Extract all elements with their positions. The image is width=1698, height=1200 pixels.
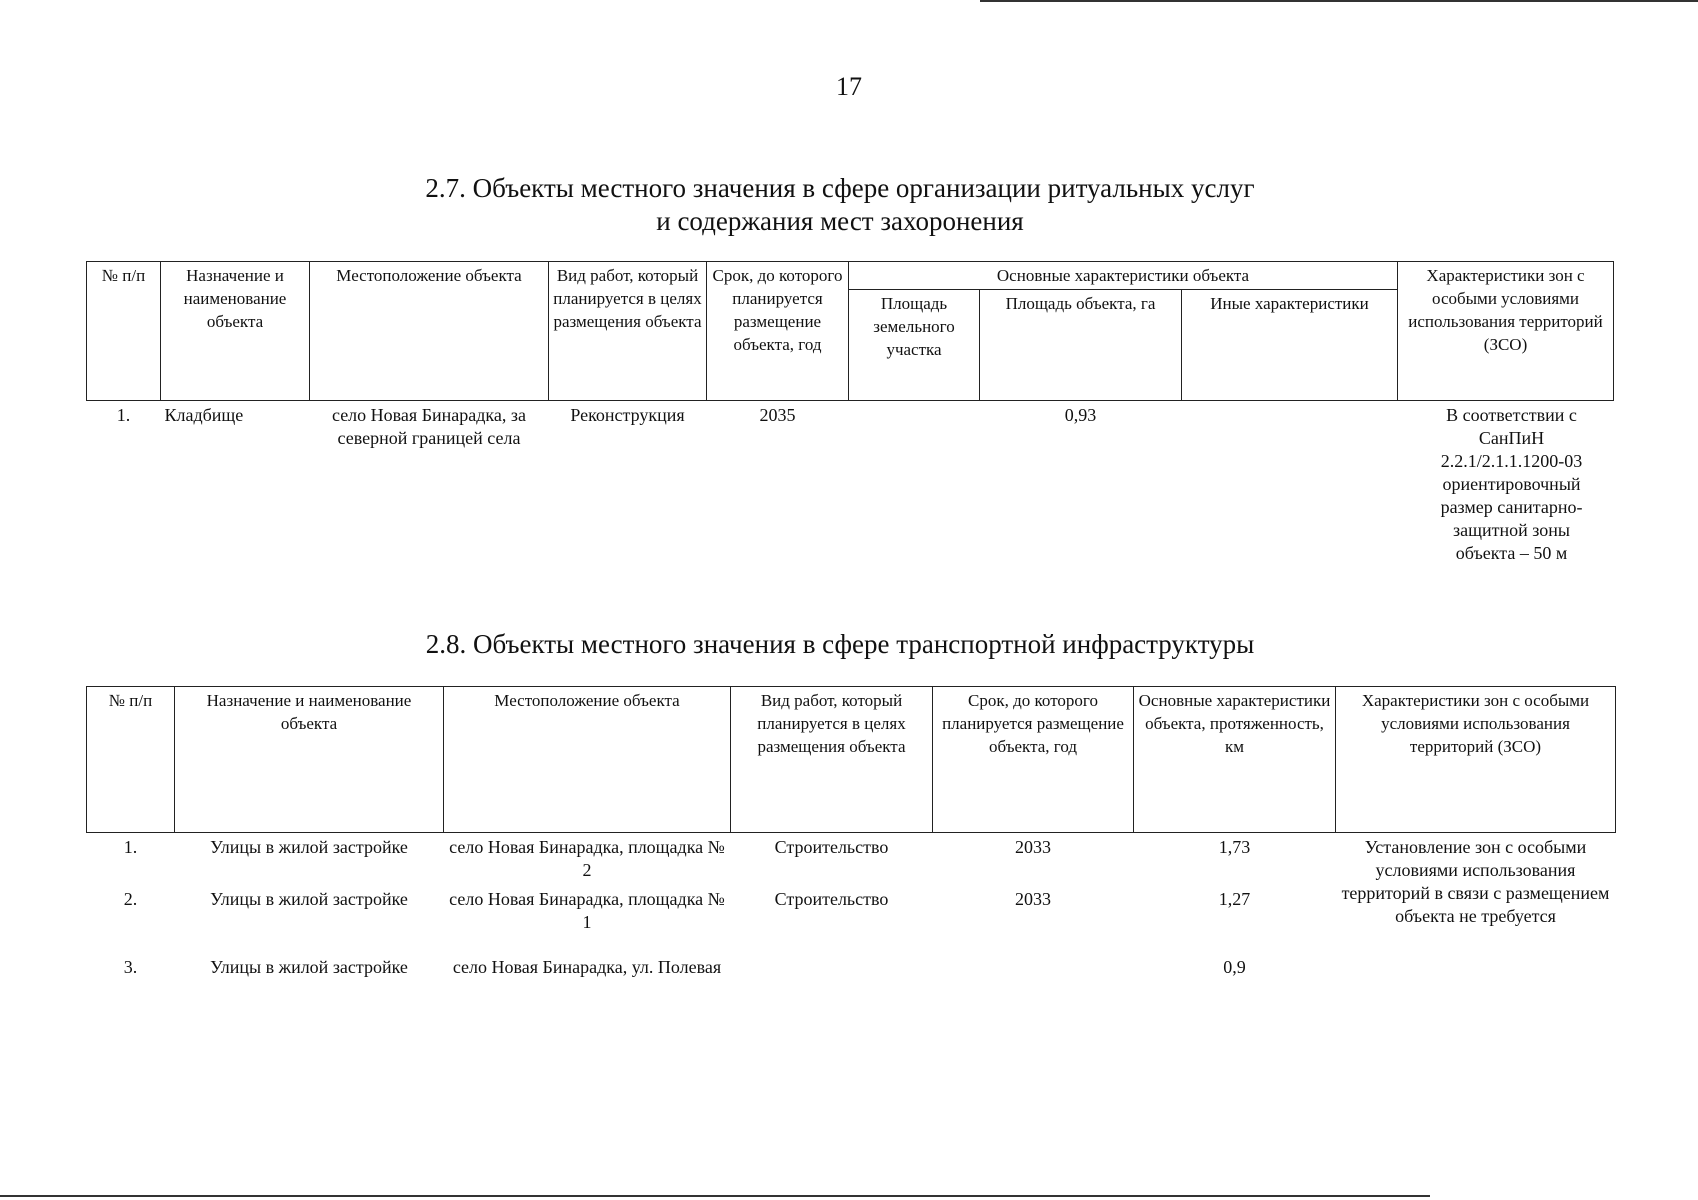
cell-num: 2. xyxy=(123,889,138,909)
cell-name: Улицы в жилой застройке xyxy=(210,837,408,857)
section-2-7-title-line1: 2.7. Объекты местного значения в сфере организации ритуальных услуг xyxy=(425,173,1255,203)
cell-name: Улицы в жилой застройке xyxy=(210,957,408,977)
cell-land-area xyxy=(849,401,980,569)
header-work-type: Вид работ, который планируется в целях размещения объекта xyxy=(549,262,707,401)
cell-length: 1,27 xyxy=(1218,889,1251,909)
header-name: Назначение и наименование объекта xyxy=(175,687,444,833)
cell-deadline xyxy=(933,953,1134,982)
section-2-8-title: 2.8. Объекты местного значения в сфере транспортной инфраструктуры xyxy=(425,629,1255,659)
scan-edge-top xyxy=(980,0,1698,2)
cell-work-type: Строительство xyxy=(774,889,889,909)
cell-deadline: 2033 xyxy=(1015,889,1051,909)
cell-num: 1. xyxy=(116,405,131,425)
cell-deadline: 2033 xyxy=(1015,837,1051,857)
header-main-characteristics: Основные характеристики объекта, протяженность, км xyxy=(1134,687,1336,833)
table-row xyxy=(87,833,1616,886)
header-land-area: Площадь земельного участка xyxy=(849,290,980,401)
cell-length: 0,9 xyxy=(1223,957,1246,977)
cell-work-type xyxy=(731,953,933,982)
cell-work-type: Реконструкция xyxy=(570,405,685,425)
header-name: Назначение и наименование объекта xyxy=(161,262,310,401)
cell-location: село Новая Бинарадка, площадка № 1 xyxy=(449,889,725,932)
header-num: № п/п xyxy=(87,262,161,401)
cell-other-characteristics xyxy=(1182,401,1398,569)
header-main-characteristics: Основные характеристики объекта xyxy=(849,262,1398,290)
cell-length: 1,73 xyxy=(1218,837,1251,857)
cell-zones: Установление зон с особыми условиями использования территорий в связи с размещением объекта не требуется xyxy=(1341,837,1610,926)
cell-location: село Новая Бинарадка, площадка № 2 xyxy=(449,837,725,880)
header-num: № п/п xyxy=(87,687,175,833)
cell-work-type: Строительство xyxy=(774,837,889,857)
cell-location: село Новая Бинарадка, ул. Полевая xyxy=(452,957,722,977)
section-2-7-title xyxy=(0,172,1680,238)
header-deadline: Срок, до которого планируется размещение объекта, год xyxy=(707,262,849,401)
cell-object-area: 0,93 xyxy=(1064,405,1097,425)
cell-name: Кладбище xyxy=(164,405,244,425)
table-2-7 xyxy=(86,261,1614,568)
header-zones: Характеристики зон с особыми условиями использования территорий (ЗСО) xyxy=(1398,262,1614,401)
header-work-type: Вид работ, который планируется в целях размещения объекта xyxy=(731,687,933,833)
page-number: 17 xyxy=(836,72,862,101)
header-location: Местоположение объекта xyxy=(444,687,731,833)
cell-name: Улицы в жилой застройке xyxy=(210,889,408,909)
cell-num: 3. xyxy=(123,957,138,977)
header-zones: Характеристики зон с особыми условиями использования территорий (ЗСО) xyxy=(1336,687,1616,833)
table-row xyxy=(87,401,1614,569)
header-object-area: Площадь объекта, га xyxy=(980,290,1182,401)
cell-deadline: 2035 xyxy=(759,405,796,425)
header-other-characteristics: Иные характеристики xyxy=(1182,290,1398,401)
cell-location: село Новая Бинарадка, за северной границей села xyxy=(331,405,526,448)
scan-edge-bottom xyxy=(0,1195,1430,1197)
cell-num: 1. xyxy=(123,837,138,857)
section-2-7-title-line2: и содержания мест захоронения xyxy=(656,206,1024,236)
header-deadline: Срок, до которого планируется размещение объекта, год xyxy=(933,687,1134,833)
cell-zones: В соответствии с СанПиН 2.2.1/2.1.1.1200-03 ориентировочный размер санитарно-защитной зоны объекта – 50 м xyxy=(1440,405,1583,563)
table-2-8 xyxy=(86,686,1616,982)
header-location: Местоположение объекта xyxy=(310,262,549,401)
